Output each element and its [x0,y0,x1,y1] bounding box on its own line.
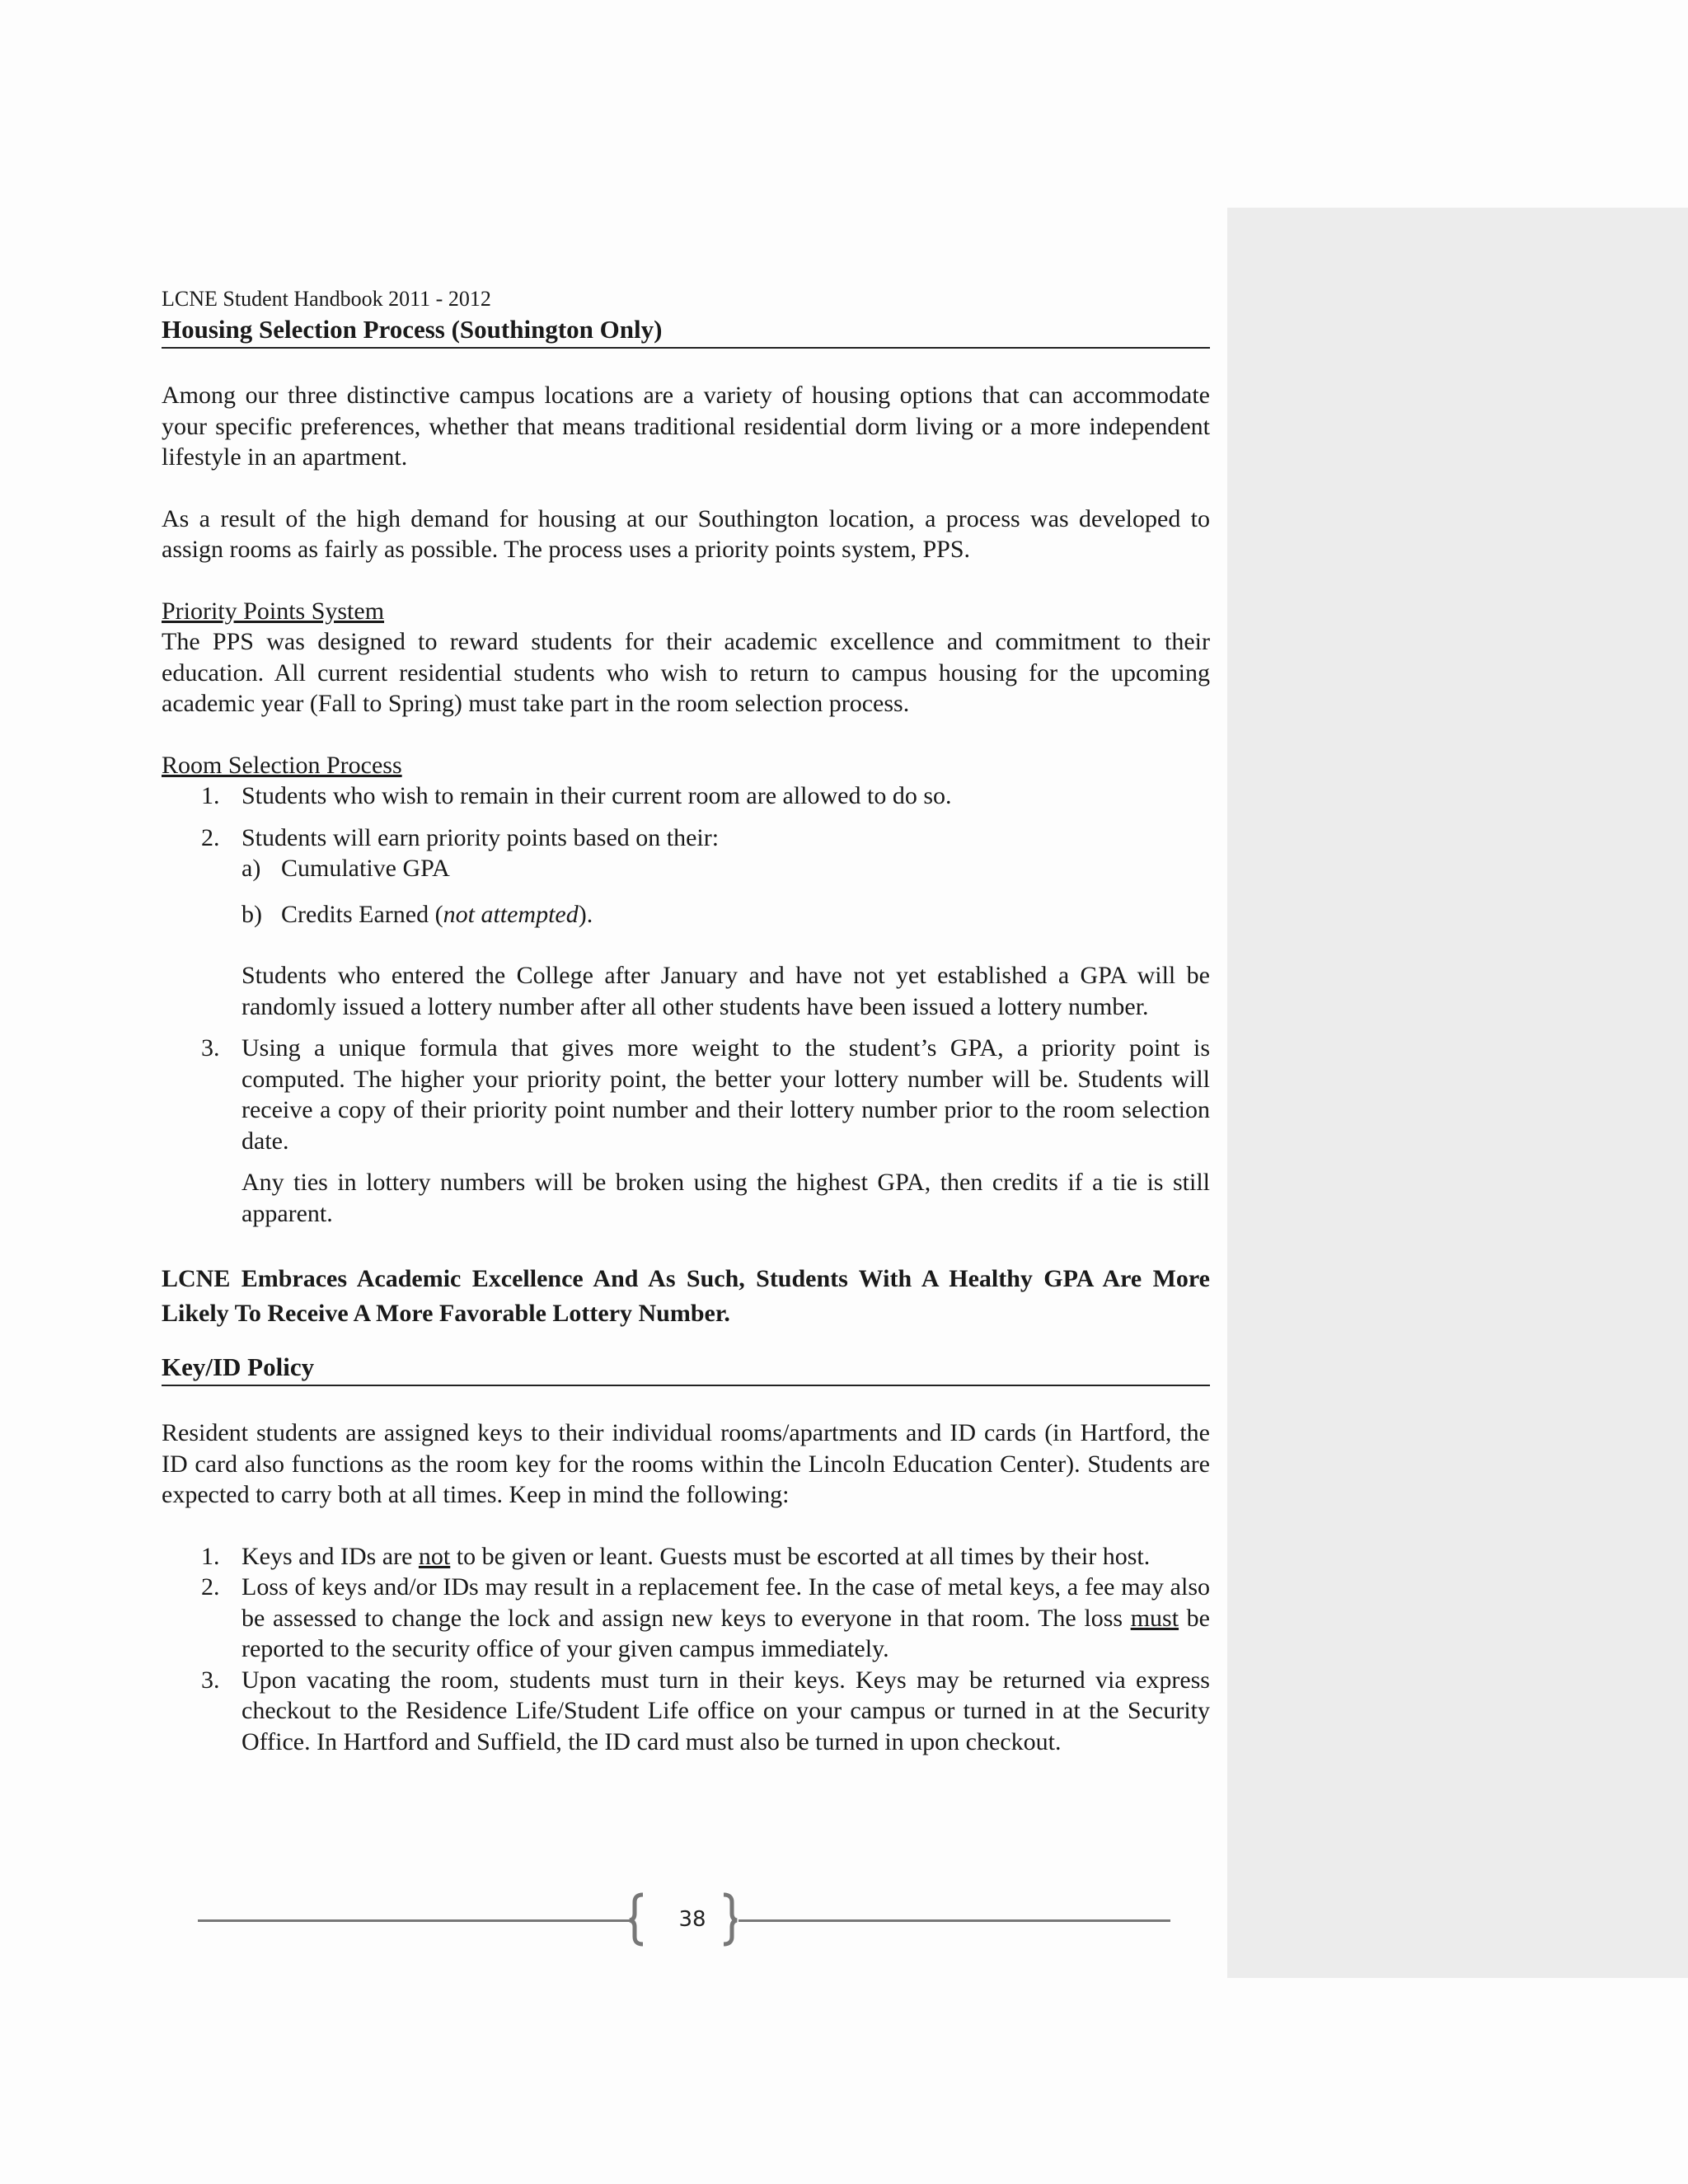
footer-rule-right [738,1919,1170,1922]
document-page [162,285,1210,1757]
list-item: 1. Students who wish to remain in their current room are allowed to do so. [201,782,952,809]
right-brace-icon [720,1892,740,1947]
section-title-key-policy: Key/ID Policy [162,1351,1210,1386]
page-footer [198,1892,1170,1950]
ties-note: Any ties in lottery numbers will be broken using the highest GPA, then credits if a tie is still apparent. [241,1169,1210,1227]
section-title-housing: Housing Selection Process (Southington Only) [162,313,1210,349]
room-selection-heading: Room Selection Process [162,751,402,779]
gpa-emphasis-note: LCNE Embraces Academic Excellence And As Such, Students With A Healthy GPA Are More Likely To Receive A More Favorable Lottery Number. [162,1265,1210,1327]
key-policy-intro: Resident students are assigned keys to their individual rooms/apartments and ID cards (in Hartford, the ID card also functions as the room key for the rooms within the Lincoln Education Center). Students are expected to carry both at all times. Keep in mind the following: [162,1419,1210,1508]
intro-paragraph-2: As a result of the high demand for housing at our Southington location, a process was developed to assign rooms as fairly as possible. The process uses a priority points system, PPS. [162,504,1210,563]
list-item: 2. Students will earn priority points based on their: a) Cumulative GPA b) Credits Earned (not attempted). Students who entered the College after January and have not yet established a GPA will be randomly issued a lottery number after all other students have been issued a lottery number. [162,823,1210,1023]
room-selection-list [162,780,1210,1229]
list-item: 3. Using a unique formula that gives more weight to the student’s GPA, a priority point is computed. The higher your priority point, the better your lottery number will be. Students will receive a copy of their priority point number and their lottery number prior to the room selection date. Any ties in lottery numbers will be broken using the highest GPA, then credits if a tie is still apparent. [162,1033,1210,1229]
list-item: 1. Keys and IDs are not to be given or leant. Guests must be escorted at all times by their host. [201,1542,1151,1570]
left-brace-icon [626,1892,646,1947]
sub-item-b: b) Credits Earned (not attempted). [241,900,593,928]
footer-rule-left [198,1919,631,1922]
running-header: LCNE Student Handbook 2011 - 2012 [162,287,491,311]
key-policy-list [162,1541,1210,1758]
list-item: 3. Upon vacating the room, students must turn in their keys. Keys may be returned via express checkout to the Residence Life/Student Life office on your campus or turned in at the Security Office. In Hartford and Suffield, the ID card must also be turned in upon checkout. [201,1666,1210,1755]
page-number: 38 [678,1907,706,1932]
gpa-note: Students who entered the College after January and have not yet established a GPA will be randomly issued a lottery number after all other students have been issued a lottery number. [241,962,1210,1020]
list-item: 2. Loss of keys and/or IDs may result in a replacement fee. In the case of metal keys, a fee may also be assessed to change the lock and assign new keys to everyone in that room. The loss must be reported to the security office of your given campus immediately. [201,1573,1210,1662]
sub-item-a: a) Cumulative GPA [241,855,450,882]
pps-heading: Priority Points System [162,597,385,625]
comment-margin-pane [1227,208,1688,1978]
pps-paragraph: The PPS was designed to reward students for their academic excellence and commitment to their education. All current residential students who wish to return to campus housing for the upcoming academic year (Fall to Spring) must take part in the room selection process. [162,628,1210,717]
intro-paragraph-1: Among our three distinctive campus locations are a variety of housing options that can accommodate your specific preferences, whether that means traditional residential dorm living or a more independent lifestyle in an apartment. [162,382,1210,471]
